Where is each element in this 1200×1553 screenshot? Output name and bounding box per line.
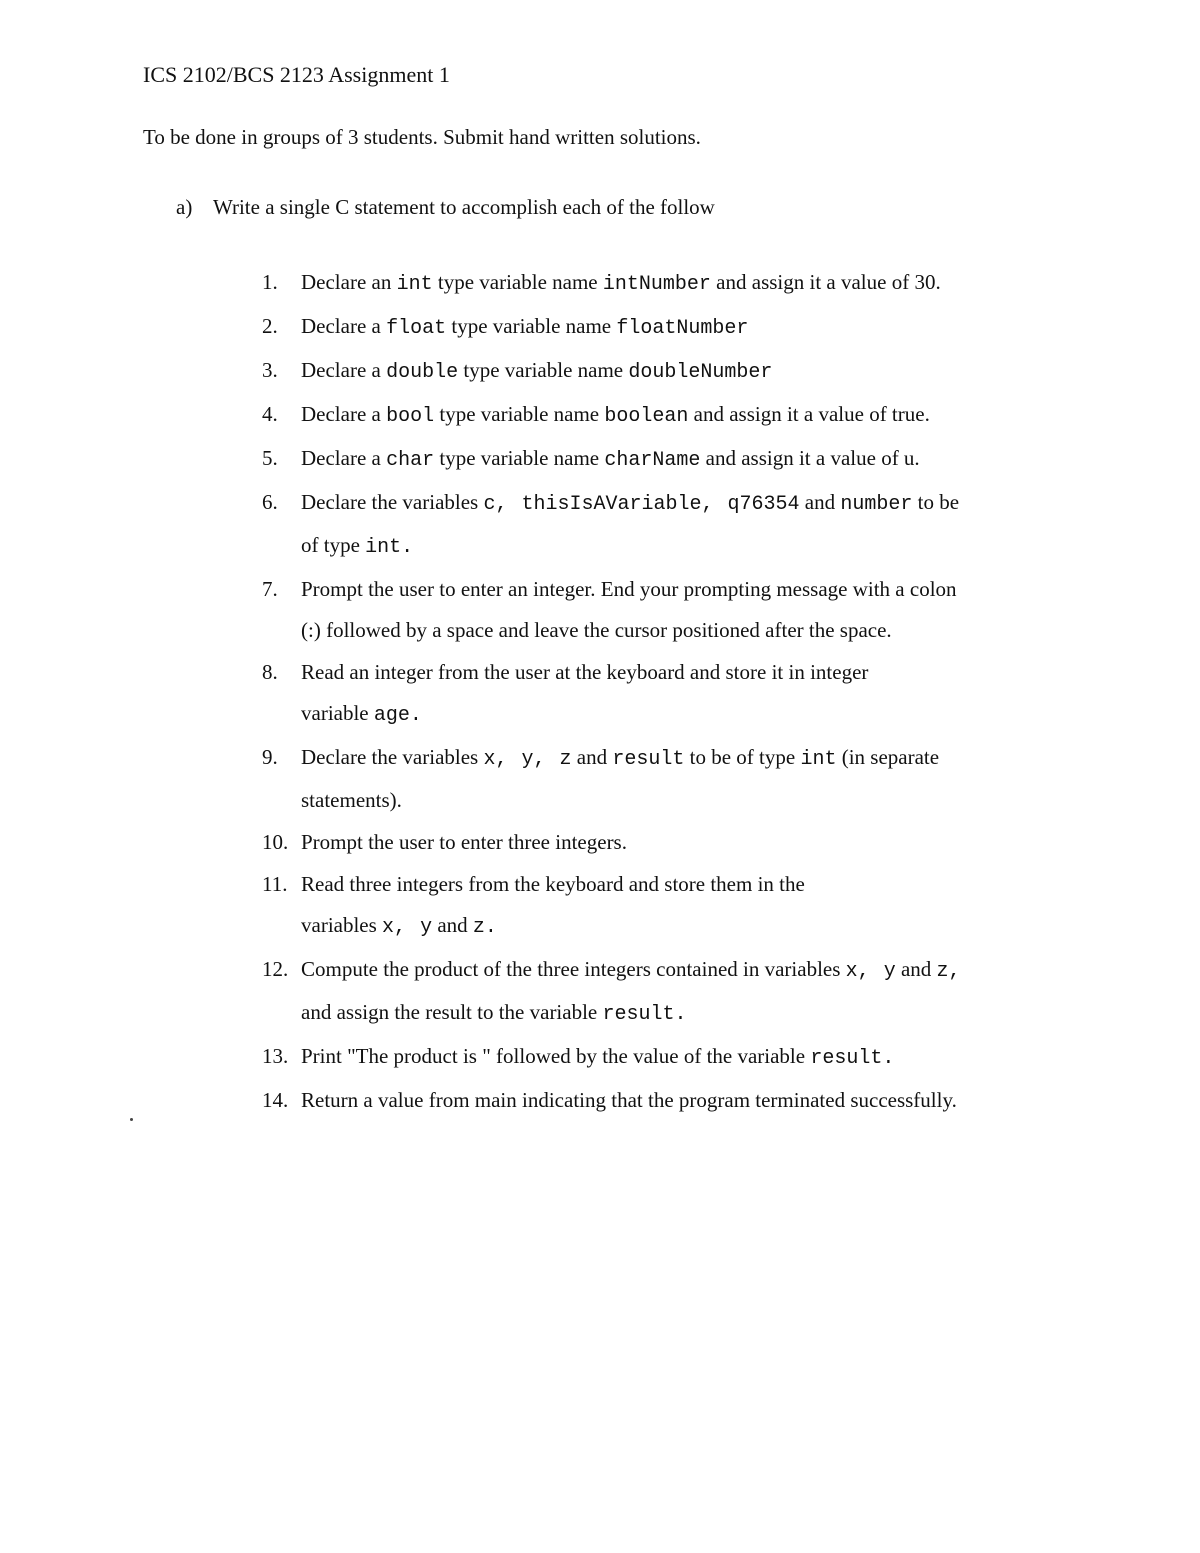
code-text: bool <box>386 405 435 428</box>
code-text: c, <box>483 493 508 516</box>
code-text: z <box>559 748 572 771</box>
code-text: x, <box>845 960 870 983</box>
item-text: type variable name <box>434 446 605 470</box>
item-number: 11. <box>262 872 288 896</box>
item-text: Declare the variables <box>301 745 484 769</box>
item-text: variables <box>301 913 383 937</box>
list-item <box>262 1080 1062 1121</box>
item-number: 7. <box>262 577 278 601</box>
list-item <box>262 306 1062 349</box>
item-text: and <box>571 745 613 769</box>
code-text: double <box>386 361 459 384</box>
code-text: float <box>386 317 447 340</box>
item-number: 6. <box>262 490 278 514</box>
list-item <box>262 652 1062 736</box>
item-text: (in separate <box>836 745 940 769</box>
item-text: to be of type <box>684 745 801 769</box>
item-text: type variable name <box>432 270 603 294</box>
code-text: x, <box>483 748 508 771</box>
code-text: intNumber <box>602 273 711 296</box>
item-text: and assign it a value of 30. <box>710 270 941 294</box>
code-text: char <box>386 449 435 472</box>
list-item <box>262 822 1062 863</box>
item-text: Read three integers from the keyboard and store them in the <box>301 872 805 896</box>
code-text: charName <box>604 449 701 472</box>
item-text: Declare a <box>301 402 387 426</box>
code-text: q76354 <box>727 493 800 516</box>
item-text: and assign it a value of u. <box>700 446 920 470</box>
list-item <box>262 438 1062 481</box>
code-text: int. <box>365 536 414 559</box>
code-text: number <box>840 493 913 516</box>
code-text: result <box>612 748 685 771</box>
item-text: Declare a <box>301 358 387 382</box>
item-number: 14. <box>262 1088 289 1112</box>
item-text: to be <box>912 490 960 514</box>
list-item <box>262 737 1062 821</box>
code-text: y, <box>521 748 546 771</box>
item-number: 12. <box>262 957 289 981</box>
list-item <box>262 864 1062 948</box>
page-title: ICS 2102/BCS 2123 Assignment 1 <box>143 62 450 87</box>
code-text: result. <box>602 1003 687 1026</box>
intro-text: To be done in groups of 3 students. Submit hand written solutions. <box>143 125 701 149</box>
item-number: 3. <box>262 358 278 382</box>
list-item <box>262 949 1062 1035</box>
code-text: y <box>420 916 433 939</box>
item-text: Prompt the user to enter an integer. End your prompting message with a colon <box>301 577 957 601</box>
list-item <box>262 262 1062 305</box>
item-text: and <box>895 957 937 981</box>
item-text: Print "The product is " followed by the value of the variable <box>301 1044 811 1068</box>
code-text: boolean <box>604 405 689 428</box>
item-text: and <box>432 913 473 937</box>
item-number: 9. <box>262 745 278 769</box>
item-text: Declare a <box>301 446 387 470</box>
item-text: and <box>799 490 841 514</box>
code-text: thisIsAVariable, <box>521 493 714 516</box>
stray-dot <box>130 1118 133 1121</box>
list-item <box>262 1036 1062 1079</box>
item-text: Declare an <box>301 270 397 294</box>
code-text: x, <box>382 916 407 939</box>
item-text: Declare the variables <box>301 490 484 514</box>
item-text: type variable name <box>434 402 605 426</box>
item-number: 13. <box>262 1044 289 1068</box>
item-text: type variable name <box>458 358 629 382</box>
item-number: 5. <box>262 446 278 470</box>
code-text: z. <box>472 916 497 939</box>
question-list <box>262 262 1062 1122</box>
section-a <box>176 195 715 220</box>
item-text: of type <box>301 533 366 557</box>
item-number: 4. <box>262 402 278 426</box>
item-text: type variable name <box>446 314 617 338</box>
section-text: Write a single C statement to accomplish each of the follow <box>213 195 715 219</box>
item-text: and assign the result to the variable <box>301 1000 603 1024</box>
item-text: Compute the product of the three integers contained in variables <box>301 957 846 981</box>
item-text: and assign it a value of true. <box>688 402 930 426</box>
item-text: Declare a <box>301 314 387 338</box>
list-item <box>262 350 1062 393</box>
code-text: z, <box>936 960 961 983</box>
item-text: statements). <box>301 788 402 812</box>
code-text: int <box>396 273 433 296</box>
item-text: variable <box>301 701 374 725</box>
item-number: 10. <box>262 830 289 854</box>
code-text: result. <box>810 1047 895 1070</box>
code-text: floatNumber <box>616 317 749 340</box>
code-text: int <box>800 748 837 771</box>
list-item <box>262 569 1062 651</box>
item-text: Return a value from main indicating that the program terminated successfully. <box>301 1088 957 1112</box>
code-text: doubleNumber <box>628 361 773 384</box>
section-marker: a) <box>176 195 193 219</box>
item-number: 1. <box>262 270 278 294</box>
code-text: age. <box>373 704 422 727</box>
item-text: Prompt the user to enter three integers. <box>301 830 627 854</box>
item-text: (:) followed by a space and leave the cursor positioned after the space. <box>301 618 892 642</box>
item-text: Read an integer from the user at the keyboard and store it in integer <box>301 660 869 684</box>
list-item <box>262 482 1062 568</box>
item-number: 8. <box>262 660 278 684</box>
code-text: y <box>883 960 896 983</box>
item-number: 2. <box>262 314 278 338</box>
list-item <box>262 394 1062 437</box>
